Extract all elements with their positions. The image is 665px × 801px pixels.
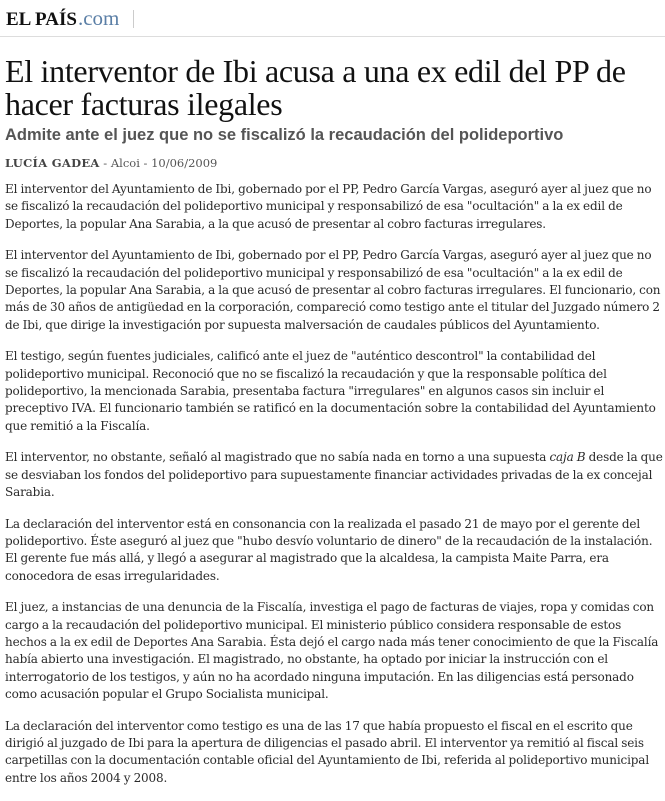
paragraph-6: El juez, a instancias de una denuncia de la Fiscalía, investiga el pago de facturas de viajes, ropa y comidas con cargo a la recaudación del polideportivo municipal. El ministerio público considera responsable de estos hechos a la ex edil de Deportes Ana Sarabia. Ésta dejó el cargo nada más tener conocimiento de que la Fiscalía había abierto una investigación. El magistrado, no obstante, ha optado por iniciar la instrucción con el interrogatorio de los testigos, y aún no ha acordado ninguna imputación. En las diligencias está personado como acusación popular el Grupo Socialista municipal. bbox=[5, 600, 659, 702]
paragraph-4-text-end: desde la que se desviaban los fondos del polideportivo para supuestamente financiar actividades privadas de la ex concejal Sarabia. bbox=[5, 450, 663, 500]
article-headline: El interventor de Ibi acusa a una ex edil del PP de hacer facturas ilegales bbox=[5, 53, 626, 122]
paragraph-4-text-start: El interventor, no obstante, señaló al magistrado que no sabía nada en torno a una supuesta bbox=[5, 450, 550, 465]
paragraph-4 bbox=[5, 449, 663, 501]
paragraph-7: La declaración del interventor como testigo es una de las 17 que había propuesto el fiscal en el escrito que dirigió al juzgado de Ibi para la apertura de diligencias el pasado abril. El interventor ya remitió al fiscal seis carpetillas con la documentación contable oficial del Ayuntamiento de Ibi, referida al polideportivo municipal entre los años 2004 y 2008. bbox=[5, 718, 650, 785]
article-body bbox=[5, 181, 663, 801]
masthead-divider bbox=[133, 10, 134, 28]
byline-separator: - bbox=[99, 156, 111, 170]
paragraph-3: El testigo, según fuentes judiciales, calificó ante el juez de "auténtico descontrol" la contabilidad del polideportivo municipal. Reconoció que no se fiscalizó la recaudación y que la responsable política del polideportivo, la mencionada Sarabia, presentaba factura "irregulares" en algunos casos sin incluir el preceptivo IVA. El funcionario también se ratificó en la documentación sobre la contabilidad del Ayuntamiento que remitió a la Fiscalía. bbox=[5, 349, 656, 433]
paragraph-2: El interventor del Ayuntamiento de Ibi, gobernado por el PP, Pedro García Vargas, aseguró ayer al juez que no se fiscalizó la recaudación del polideportivo municipal y responsabilizó de esa "ocultación" a la ex edil de Deportes, la popular Ana Sarabia, a la que acusó de presentar al cobro facturas irregulares. El funcionario, con más de 30 años de antigüedad en la corporación, compareció como testigo ante el titular del Juzgado número 2 de Ibi, que dirige la investigación por supuesta malversación de caudales públicos del Ayuntamiento. bbox=[5, 248, 661, 332]
article-subtitle: Admite ante el juez que no se fiscalizó la recaudación del polideportivo bbox=[5, 126, 564, 144]
byline-location-date: Alcoi - 10/06/2009 bbox=[110, 156, 218, 170]
header-rule bbox=[0, 36, 665, 37]
site-logo[interactable] bbox=[6, 6, 119, 30]
logo-domain-suffix: .com bbox=[77, 6, 120, 30]
byline bbox=[5, 156, 660, 170]
byline-author[interactable]: LUCÍA GADEA bbox=[5, 156, 100, 170]
paragraph-4-emphasis: caja B bbox=[549, 450, 586, 465]
paragraph-5: La declaración del interventor está en consonancia con la realizada el pasado 21 de mayo por el gerente del polideportivo. Éste aseguró al juez que "hubo desvío voluntario de dinero" de la recaudación de la instalación. El gerente fue más allá, y llegó a asegurar al magistrado que la alcaldesa, la campista Maite Parra, era conocedora de esas irregularidades. bbox=[5, 516, 653, 583]
paragraph-1: El interventor del Ayuntamiento de Ibi, gobernado por el PP, Pedro García Vargas, aseguró ayer al juez que no se fiscalizó la recaudación del polideportivo municipal y responsabilizó de esa "ocultación" a la ex edil de Deportes, la popular Ana Sarabia, a la que acusó de presentar al cobro facturas irregulares. bbox=[5, 182, 652, 231]
logo-wordmark: EL PAÍS bbox=[6, 9, 77, 30]
